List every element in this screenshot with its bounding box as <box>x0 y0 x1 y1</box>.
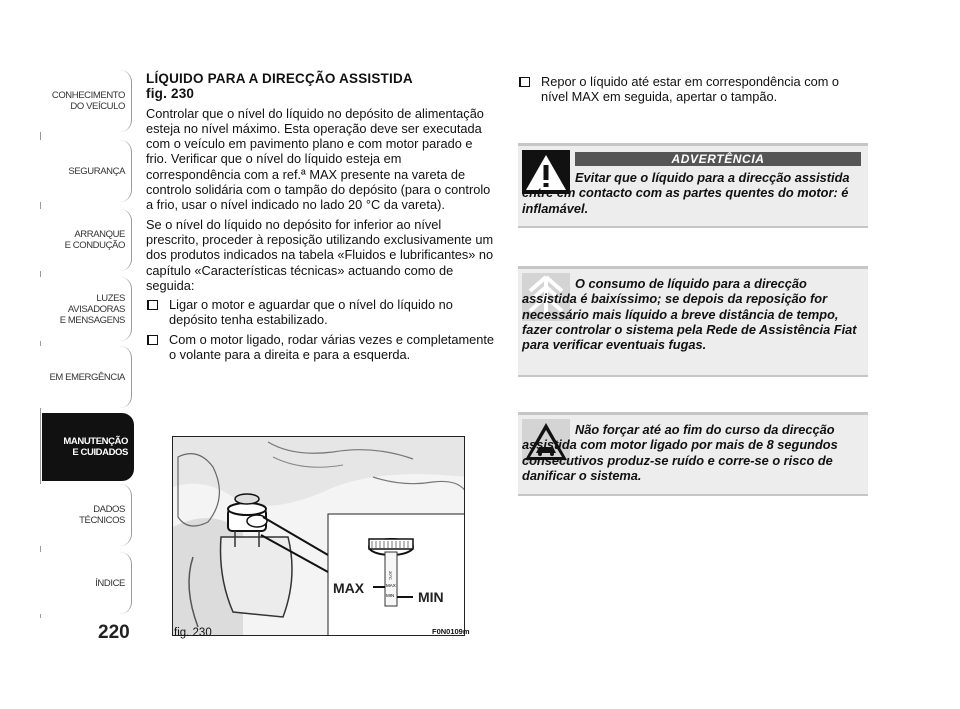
bullet-item <box>146 332 496 363</box>
tab-dados-tecnicos[interactable]: DADOS TÉCNICOS <box>40 484 132 546</box>
section-title-text: LÍQUIDO PARA A DIRECÇÃO ASSISTIDA <box>146 71 413 86</box>
warning-notice <box>518 143 868 228</box>
tab-conhecimento-do-veiculo[interactable]: CONHECIMENTO DO VEÍCULO <box>40 70 132 132</box>
warning-text-wrap <box>522 170 864 216</box>
dipstick-mark-max: MAX <box>386 583 396 588</box>
dipstick-mark-20c: 20°C <box>388 571 393 580</box>
left-column <box>146 71 496 362</box>
caution-text: Não forçar até ao fim do curso da direcção assistida com motor ligado por mais de 8 segundos consecutivos produz-se ruído e corre-se o risco de danificar o sistema. <box>522 422 838 483</box>
tab-seguranca[interactable]: SEGURANÇA <box>40 140 132 202</box>
paragraph-level-check: Controlar que o nível do líquido no depósito de alimentação esteja no nível máximo. Esta operação deve ser executada com o veículo em pavimento plano e com motor parado e frio. Verificar que o nível do líquido esteja em correspondência com a ref.ª MAX presente na vareta de controlo solidária com o tampão do depósito (para o controlo a frio, usar o nível indicado no lado 20 °C da vareta). <box>146 105 491 213</box>
figure-caption: fig. 230 <box>174 627 212 639</box>
bullet-item <box>518 74 868 105</box>
caution-notice <box>518 412 868 496</box>
bullet-text: Ligar o motor e aguardar que o nível do líquido no depósito tenha estabilizado. <box>169 297 453 328</box>
figure-power-steering-reservoir <box>172 436 465 636</box>
tab-manutencao-e-cuidados[interactable]: MANUTENÇÃO E CUIDADOS <box>42 413 134 481</box>
tab-arranque-e-conducao[interactable]: ARRANQUE E CONDUÇÃO <box>40 209 132 271</box>
label-min: MIN <box>418 589 444 605</box>
bullet-box-icon <box>147 300 158 310</box>
info-notice <box>518 266 868 377</box>
warning-text: Evitar que o líquido para a direcção assistida entre em contacto com as partes quentes do motor: é inflamável. <box>522 170 850 216</box>
section-title <box>146 71 496 102</box>
warning-title: ADVERTÊNCIA <box>575 152 861 166</box>
bullet-text: Repor o líquido até estar em correspondência com o nível MAX em seguida, apertar o tampão. <box>541 74 840 105</box>
tab-luzes-avisadoras[interactable]: LUZES AVISADORAS E MENSAGENS <box>40 277 132 341</box>
bullet-text: Com o motor ligado, rodar várias vezes e completamente o volante para a direita e para a esquerda. <box>169 331 495 363</box>
info-text: O consumo de líquido para a direcção assistida é baixíssimo; se depois da reposição for necessário mais líquido a breve distância de tempo, fazer controlar o sistema pela Rede de Assistência Fiat para verificar eventuais fugas. <box>522 276 857 353</box>
bullet-box-icon <box>147 335 158 345</box>
bullet-item <box>146 297 496 328</box>
label-max: MAX <box>333 580 365 596</box>
section-figure-ref: fig. 230 <box>146 86 195 102</box>
dipstick-mark-min: MIN <box>386 593 395 598</box>
paragraph-refill: Se o nível do líquido no depósito for inferior ao nível prescrito, proceder à reposição utilizando exclusivamente um dos produtos indicados na tabela «Fluidos e lubrificantes» no capítulo «Características técnicas» actuando como de seguida: <box>146 216 494 293</box>
engine-illustration <box>173 437 465 636</box>
tab-em-emergencia[interactable]: EM EMERGÊNCIA <box>40 346 132 408</box>
bullet-box-icon <box>519 77 530 87</box>
page-number: 220 <box>98 622 130 643</box>
right-column <box>518 74 868 105</box>
caution-text-wrap <box>522 422 864 483</box>
info-text-wrap <box>522 276 864 352</box>
figure-code: F0N0109m <box>432 627 470 636</box>
tab-indice[interactable]: ÍNDICE <box>40 552 132 614</box>
